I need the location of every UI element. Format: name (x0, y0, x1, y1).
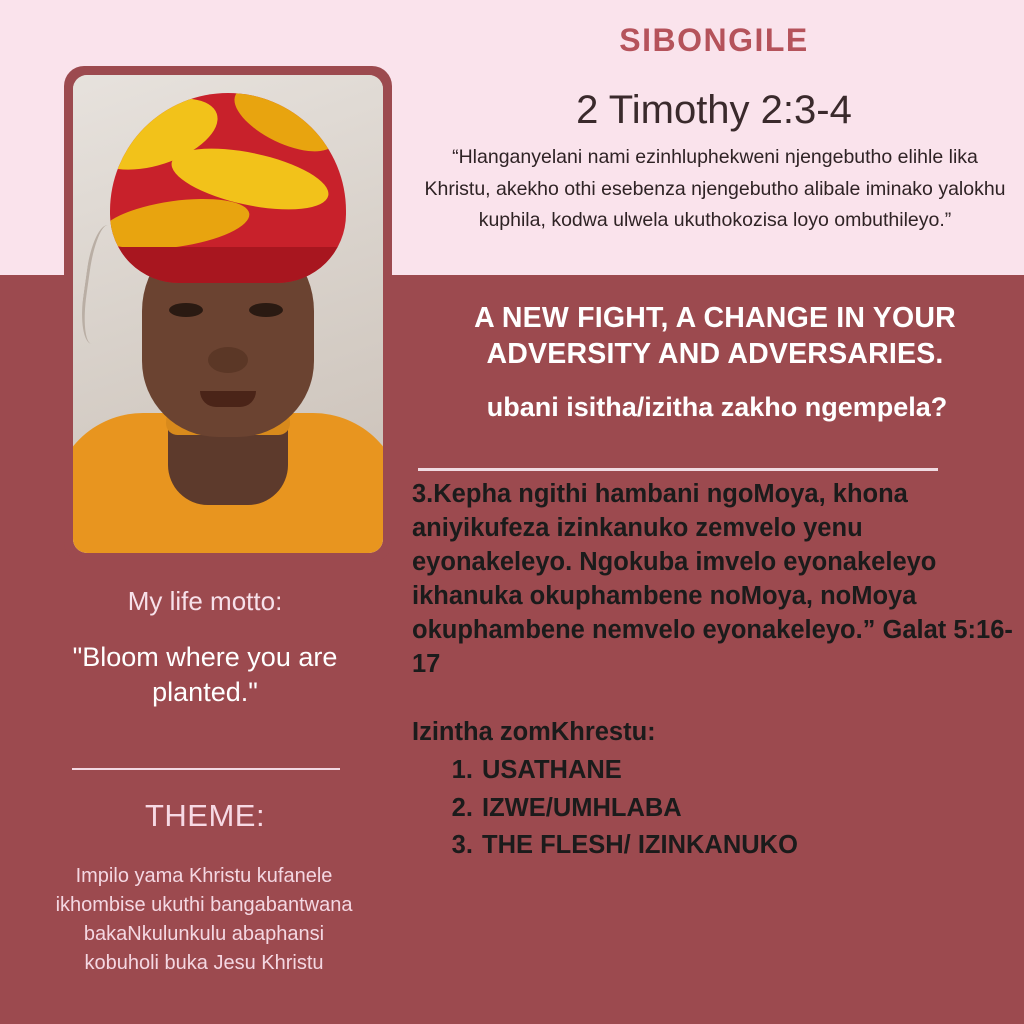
list-item: 2. IZWE/UMHLABA (480, 790, 798, 828)
life-motto-label: My life motto: (127, 586, 283, 616)
list-item: 1. USATHANE (480, 752, 798, 790)
theme-text: Impilo yama Khristu kufanele ikhombise ukuthi bangabantwana bakaNkulunkulu abaphansi kobuholi buka Jesu Khristu (55, 865, 353, 974)
verse-reference: 2 Timothy 2:3-4 (576, 88, 852, 132)
body-scripture-text: 3.Kepha ngithi hambani ngoMoya, khona aniyikufeza izinkanuko zemvelo yenu eyonakeleyo. Ngokuba imvelo eyonakeleyo ikhanuka okuphambene noMoya, noMoya okuphambene nemvelo eyonakeleyo.” Galat 5:16-17 (412, 480, 1013, 678)
photo-mouth (200, 391, 256, 407)
profile-photo-card (64, 66, 392, 562)
life-motto-block (40, 585, 370, 710)
subheadline: ubani isitha/izitha zakho ngempela? (486, 392, 948, 422)
left-divider (72, 768, 340, 770)
enemy-list (440, 752, 798, 865)
page-title: SIBONGILE (619, 22, 809, 58)
enemy-list-heading: Izintha zomKhrestu: (412, 718, 656, 746)
section-rule (418, 468, 938, 471)
theme-label: THEME: (144, 798, 266, 833)
list-item: 3. THE FLESH/ IZINKANUKO (480, 827, 798, 865)
headline: A NEW FIGHT, A CHANGE IN YOUR ADVERSITY AND ADVERSARIES. (474, 302, 956, 371)
headwrap-band (110, 247, 346, 283)
photo-eye-left (169, 303, 203, 317)
life-motto-quote: "Bloom where you are planted." (72, 641, 338, 707)
photo-eye-right (249, 303, 283, 317)
verse-text: “Hlanganyelani nami ezinhluphekweni njengebutho elihle lika Khristu, akekho othi esebenza njengebutho alibale iminako yalokhu kuphila, kodwa ulwela ukuthokozisa loyo ombuthileyo.” (424, 146, 1006, 232)
photo-nose (208, 347, 248, 373)
photo-headwrap (110, 93, 346, 283)
portrait-photo (73, 75, 383, 553)
